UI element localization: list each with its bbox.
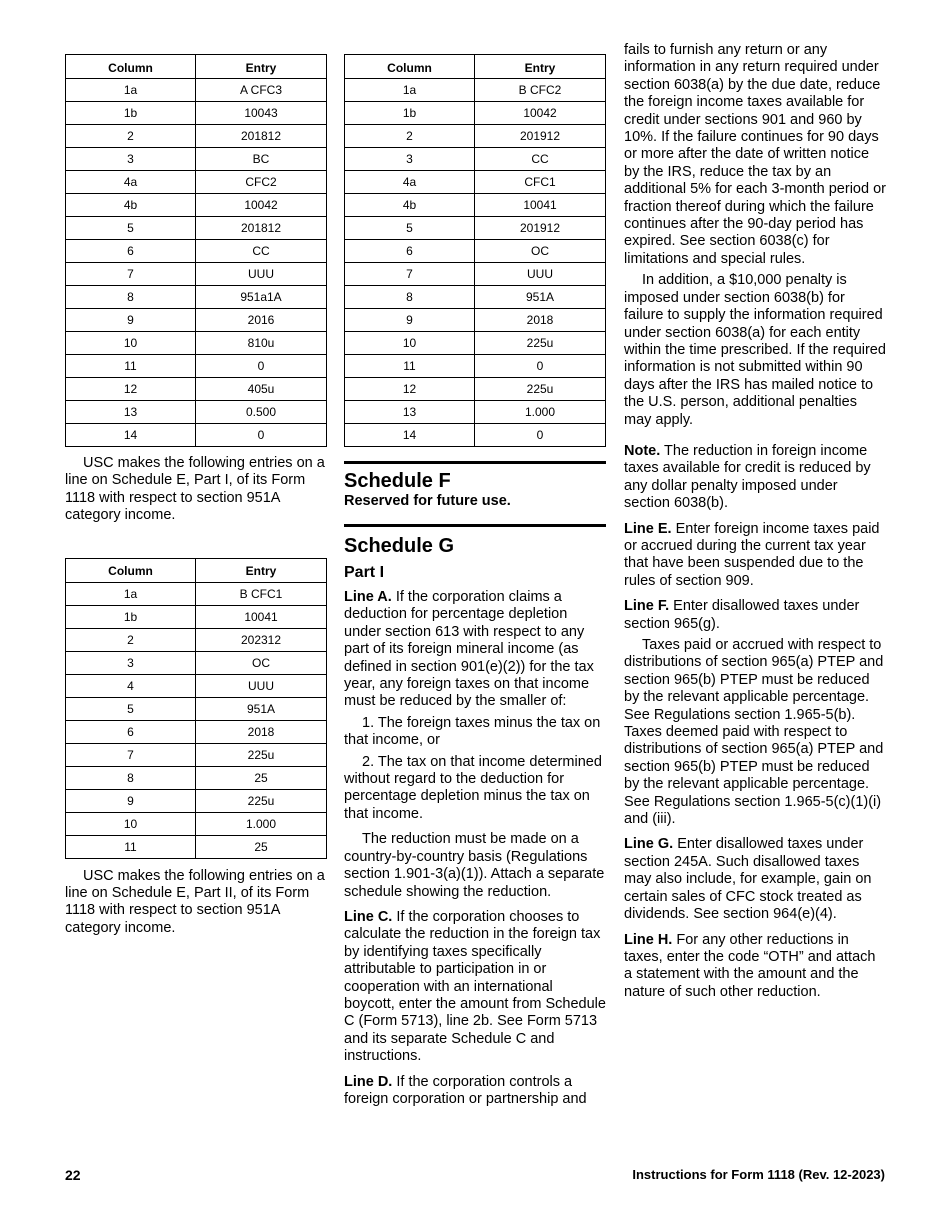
entry-cell: B CFC1 bbox=[196, 582, 327, 605]
column-cell: 11 bbox=[66, 355, 196, 378]
column-cell: 7 bbox=[345, 263, 475, 286]
table-row bbox=[66, 171, 327, 194]
table-row bbox=[345, 332, 606, 355]
table-row bbox=[66, 102, 327, 125]
table-row bbox=[66, 148, 327, 171]
entry-cell: 10041 bbox=[475, 194, 606, 217]
entry-cell: 10043 bbox=[196, 102, 327, 125]
line-h-label: Line H. bbox=[624, 931, 673, 948]
column-cell: 8 bbox=[66, 766, 196, 789]
entry-cell: 0 bbox=[475, 424, 606, 447]
table-row bbox=[66, 605, 327, 628]
column-cell: 11 bbox=[66, 835, 196, 858]
table-row bbox=[66, 79, 327, 102]
reduction-paragraph: The reduction must be made on a country-by-country basis (Regulations section 1.901-3(a)(1)). Attach a separate schedule showing the reduction. bbox=[344, 831, 605, 900]
entry-cell: UUU bbox=[196, 674, 327, 697]
line-c-paragraph bbox=[344, 909, 606, 1066]
entry-cell: 202312 bbox=[196, 628, 327, 651]
entry-cell: 225u bbox=[196, 743, 327, 766]
entry-cell: 2016 bbox=[196, 309, 327, 332]
table-row bbox=[345, 125, 606, 148]
line-g-paragraph bbox=[624, 836, 886, 923]
line-g-text: Enter disallowed taxes under section 245A. Such disallowed taxes may also include, for example, gain on certain sales of CFC stock treated as dividends. See section 964(e)(4). bbox=[624, 836, 872, 923]
penalty-continuation-paragraph: fails to furnish any return or any information in any return required under section 6038(a) by the due date, reduce the foreign income taxes available for credit under sections 901 and 960 by 10%. If the failure continues for 90 days or more after the date of written notice by the IRS, reduce the tax by an additional 5% for each 3-month period or fraction thereof during which the failure continues after the 90-day period has expired. See section 6038(c) for limitations and special rules. bbox=[624, 42, 886, 267]
entry-cell: 810u bbox=[196, 332, 327, 355]
column-cell: 6 bbox=[66, 240, 196, 263]
column-cell: 4a bbox=[66, 171, 196, 194]
penalty-paragraph: In addition, a $10,000 penalty is imposed under section 6038(b) for failure to supply the information required under section 6038(a) for each entity within the time prescribed. If the required information is not submitted within 90 days after the IRS has mailed notice to the U.S. person, additional penalties may apply. bbox=[624, 272, 886, 428]
section-divider bbox=[344, 524, 606, 527]
table-row bbox=[66, 263, 327, 286]
table-row bbox=[345, 148, 606, 171]
column-cell: 10 bbox=[66, 332, 196, 355]
table-row bbox=[66, 582, 327, 605]
column-cell: 7 bbox=[66, 263, 196, 286]
table-row bbox=[66, 355, 327, 378]
column-cell: 9 bbox=[345, 309, 475, 332]
line-d-label: Line D. bbox=[344, 1073, 393, 1090]
page-number: 22 bbox=[65, 1167, 81, 1183]
column-cell: 12 bbox=[66, 378, 196, 401]
column-cell: 1a bbox=[66, 79, 196, 102]
entry-table-1 bbox=[65, 54, 327, 447]
table-row bbox=[66, 217, 327, 240]
table-row bbox=[66, 697, 327, 720]
entry-cell: UUU bbox=[475, 263, 606, 286]
column-cell: 10 bbox=[66, 812, 196, 835]
table-row bbox=[345, 309, 606, 332]
column-cell: 11 bbox=[345, 355, 475, 378]
column-cell: 9 bbox=[66, 789, 196, 812]
table-row bbox=[345, 355, 606, 378]
column-cell: 3 bbox=[345, 148, 475, 171]
entry-cell: 201912 bbox=[475, 217, 606, 240]
right-column bbox=[624, 42, 886, 1001]
table-row bbox=[66, 424, 327, 447]
table-row bbox=[66, 286, 327, 309]
left-column bbox=[65, 54, 327, 937]
list-item-1: 1. The foreign taxes minus the tax on that income, or bbox=[344, 714, 601, 749]
schedule-e-part1-note: USC makes the following entries on a line on Schedule E, Part I, of its Form 1118 with respect to section 951A category income. bbox=[65, 455, 325, 524]
entry-cell: 201812 bbox=[196, 125, 327, 148]
line-c-label: Line C. bbox=[344, 908, 393, 925]
line-d-paragraph bbox=[344, 1074, 606, 1109]
entry-cell: 10041 bbox=[196, 605, 327, 628]
entry-cell: 951a1A bbox=[196, 286, 327, 309]
entry-cell: 2018 bbox=[475, 309, 606, 332]
entry-cell: B CFC2 bbox=[475, 79, 606, 102]
column-cell: 4b bbox=[345, 194, 475, 217]
entry-cell: 201912 bbox=[475, 125, 606, 148]
column-cell: 2 bbox=[345, 125, 475, 148]
line-d-text: If the corporation controls a foreign corporation or partnership and bbox=[344, 1073, 587, 1107]
entry-cell: 0 bbox=[196, 355, 327, 378]
part-i-heading: Part I bbox=[344, 564, 385, 581]
column-cell: 14 bbox=[66, 424, 196, 447]
entry-cell: 0.500 bbox=[196, 401, 327, 424]
column-header: Column bbox=[66, 558, 196, 582]
column-cell: 2 bbox=[66, 125, 196, 148]
note-paragraph bbox=[624, 443, 886, 513]
table-row bbox=[66, 125, 327, 148]
schedule-g-heading: Schedule G bbox=[344, 535, 455, 557]
column-cell: 3 bbox=[66, 651, 196, 674]
column-cell: 5 bbox=[66, 217, 196, 240]
table-row bbox=[345, 171, 606, 194]
column-cell: 12 bbox=[345, 378, 475, 401]
table-row bbox=[66, 743, 327, 766]
entry-cell: CFC2 bbox=[196, 171, 327, 194]
line-e-paragraph bbox=[624, 521, 886, 591]
table-row bbox=[66, 240, 327, 263]
entry-table-3 bbox=[65, 558, 327, 859]
entry-cell: CFC1 bbox=[475, 171, 606, 194]
entry-cell: 10042 bbox=[475, 102, 606, 125]
entry-header: Entry bbox=[196, 55, 327, 79]
column-cell: 13 bbox=[66, 401, 196, 424]
entry-cell: 0 bbox=[475, 355, 606, 378]
line-f-text: Enter disallowed taxes under section 965(g). bbox=[624, 598, 860, 632]
section-divider bbox=[344, 461, 606, 464]
entry-cell: 25 bbox=[196, 766, 327, 789]
column-cell: 5 bbox=[345, 217, 475, 240]
entry-cell: 225u bbox=[196, 789, 327, 812]
table-row bbox=[66, 309, 327, 332]
entry-cell: 225u bbox=[475, 332, 606, 355]
table-row bbox=[345, 263, 606, 286]
column-cell: 1b bbox=[66, 102, 196, 125]
table-row bbox=[345, 424, 606, 447]
column-cell: 6 bbox=[345, 240, 475, 263]
column-cell: 4a bbox=[345, 171, 475, 194]
schedule-f-subtitle: Reserved for future use. bbox=[344, 493, 511, 509]
column-cell: 8 bbox=[345, 286, 475, 309]
table-row bbox=[345, 378, 606, 401]
line-h-text: For any other reductions in taxes, enter the code “OTH” and attach a statement with the amount and the nature of such other reduction. bbox=[624, 931, 876, 1000]
table-row bbox=[66, 194, 327, 217]
table-row bbox=[66, 812, 327, 835]
entry-cell: 405u bbox=[196, 378, 327, 401]
entry-cell: 25 bbox=[196, 835, 327, 858]
entry-cell: 1.000 bbox=[196, 812, 327, 835]
entry-cell: A CFC3 bbox=[196, 79, 327, 102]
column-cell: 4 bbox=[66, 674, 196, 697]
column-cell: 7 bbox=[66, 743, 196, 766]
line-h-paragraph bbox=[624, 932, 886, 1002]
line-f-label: Line F. bbox=[624, 598, 670, 615]
table-row bbox=[66, 651, 327, 674]
column-cell: 14 bbox=[345, 424, 475, 447]
column-cell: 5 bbox=[66, 697, 196, 720]
footer-form-title: Instructions for Form 1118 (Rev. 12-2023) bbox=[632, 1167, 885, 1182]
line-a-paragraph bbox=[344, 589, 606, 711]
table-row bbox=[66, 332, 327, 355]
column-cell: 13 bbox=[345, 401, 475, 424]
table-row bbox=[345, 102, 606, 125]
column-cell: 8 bbox=[66, 286, 196, 309]
table-row bbox=[66, 720, 327, 743]
column-header: Column bbox=[345, 55, 475, 79]
table-row bbox=[66, 766, 327, 789]
entry-cell: UUU bbox=[196, 263, 327, 286]
entry-cell: 951A bbox=[475, 286, 606, 309]
note-label: Note. bbox=[624, 442, 661, 459]
entry-cell: 2018 bbox=[196, 720, 327, 743]
table-row bbox=[345, 194, 606, 217]
entry-cell: CC bbox=[475, 148, 606, 171]
table-row bbox=[345, 286, 606, 309]
table-row bbox=[345, 240, 606, 263]
entry-cell: CC bbox=[196, 240, 327, 263]
table-row bbox=[66, 835, 327, 858]
column-cell: 1a bbox=[345, 79, 475, 102]
list-item-2: 2. The tax on that income determined without regard to the deduction for percentage depletion minus the tax on that income. bbox=[344, 753, 602, 822]
ptep-paragraph: Taxes paid or accrued with respect to distributions of section 965(a) PTEP and section 965(b) PTEP must be reduced by the relevant applicable percentage. See Regulations section 1.965-5(b). Taxes deemed paid with respect to distributions of section 965(a) PTEP and section 965(b) PTEP must be reduced by the relevant applicable percentage. See Regulations section 1.965-5(c)(1)(i) and (iii). bbox=[624, 637, 884, 828]
table-row bbox=[66, 789, 327, 812]
line-a-text: If the corporation claims a deduction for percentage depletion under section 613 with respect to any part of its foreign mineral income (as defined in section 901(e)(2)) for the tax year, any foreign taxes on that income must be reduced by the smaller of: bbox=[344, 589, 594, 710]
line-e-text: Enter foreign income taxes paid or accrued during the current tax year that have been suspended due to the rules of section 909. bbox=[624, 520, 880, 589]
schedule-e-part2-note: USC makes the following entries on a line on Schedule E, Part II, of its Form 1118 with respect to section 951A category income. bbox=[65, 867, 325, 936]
column-cell: 1a bbox=[66, 582, 196, 605]
table-row bbox=[66, 628, 327, 651]
entry-table-2 bbox=[344, 54, 606, 447]
entry-cell: 1.000 bbox=[475, 401, 606, 424]
entry-cell: OC bbox=[196, 651, 327, 674]
column-cell: 3 bbox=[66, 148, 196, 171]
entry-cell: 0 bbox=[196, 424, 327, 447]
table-row bbox=[345, 401, 606, 424]
entry-header: Entry bbox=[196, 558, 327, 582]
note-text: The reduction in foreign income taxes available for credit is reduced by any dollar penalty imposed under section 6038(b). bbox=[624, 442, 871, 512]
schedule-f-heading: Schedule F bbox=[344, 470, 451, 492]
column-cell: 10 bbox=[345, 332, 475, 355]
entry-cell: 201812 bbox=[196, 217, 327, 240]
entry-cell: 951A bbox=[196, 697, 327, 720]
entry-cell: OC bbox=[475, 240, 606, 263]
line-c-text: If the corporation chooses to calculate the reduction in the foreign tax by identifying taxes specifically attributable to participation in or cooperation with an international boycott, enter the amount from Schedule C (Form 5713), line 2b. See Form 5713 and its separate Schedule C and instructions. bbox=[344, 908, 606, 1065]
table-row bbox=[345, 217, 606, 240]
column-cell: 9 bbox=[66, 309, 196, 332]
column-header: Column bbox=[66, 55, 196, 79]
middle-column bbox=[344, 54, 606, 1108]
column-cell: 1b bbox=[345, 102, 475, 125]
column-cell: 6 bbox=[66, 720, 196, 743]
entry-cell: BC bbox=[196, 148, 327, 171]
column-cell: 4b bbox=[66, 194, 196, 217]
table-row bbox=[66, 401, 327, 424]
column-cell: 1b bbox=[66, 605, 196, 628]
table-row bbox=[345, 79, 606, 102]
column-cell: 2 bbox=[66, 628, 196, 651]
line-f-paragraph bbox=[624, 598, 886, 633]
entry-header: Entry bbox=[475, 55, 606, 79]
table-row bbox=[66, 674, 327, 697]
line-a-label: Line A. bbox=[344, 589, 392, 605]
entry-cell: 225u bbox=[475, 378, 606, 401]
line-g-label: Line G. bbox=[624, 836, 674, 853]
line-e-label: Line E. bbox=[624, 520, 672, 537]
table-row bbox=[66, 378, 327, 401]
entry-cell: 10042 bbox=[196, 194, 327, 217]
